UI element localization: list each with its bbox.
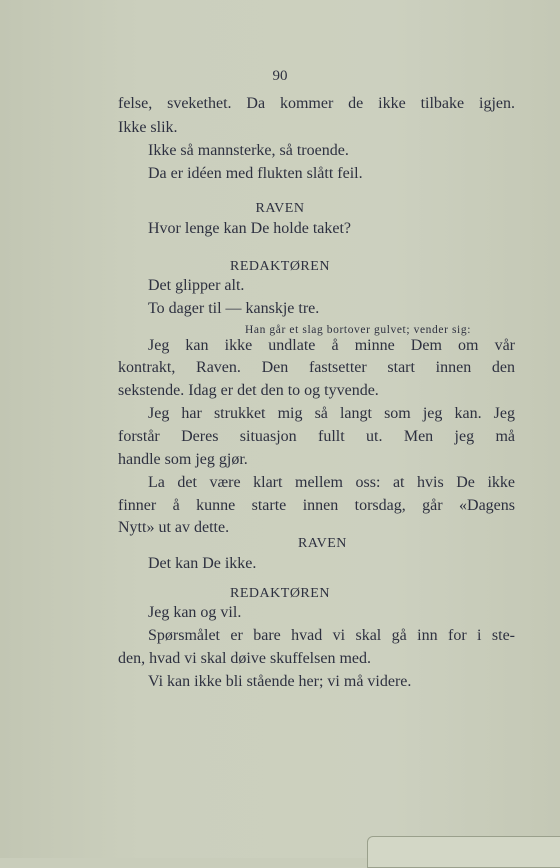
stage-direction: Han går et slag bortover gulvet; vender sig: [245,324,471,336]
text-line: Spørsmålet er bare hvad vi skal gå inn for i ste- [148,627,515,644]
speaker-name: RAVEN [255,201,305,216]
page-number: 90 [272,68,288,84]
text-line: felse, svekethet. Da kommer de ikke tilbake igjen. [118,95,515,112]
speaker-name: REDAKTØREN [230,259,330,274]
text-line: Jeg kan og vil. [148,604,242,621]
text-line: Vi kan ikke bli stående her; vi må videre. [148,673,412,690]
page-edge-tab [367,836,560,868]
text-line: finner å kunne starte innen torsdag, går «Dagens [118,497,515,514]
text-line: Ikke så mannsterke, så troende. [148,142,349,159]
text-line: kontrakt, Raven. Den fastsetter start innen den [118,359,515,376]
text-line: Hvor lenge kan De holde taket? [148,220,352,237]
text-line: Ikke slik. [118,119,178,136]
text-line: Jeg har strukket mig så langt som jeg kan. Jeg [148,405,515,422]
speaker-name: RAVEN [298,536,347,551]
text-line: forstår Deres situasjon fullt ut. Men jeg må [118,428,515,445]
text-line: Det kan De ikke. [148,555,257,572]
text-line: sekstende. Idag er det den to og tyvende. [118,382,379,399]
text-line: To dager til — kanskje tre. [148,300,320,317]
text-line: den, hvad vi skal døive skuffelsen med. [118,650,371,667]
text-line: La det være klart mellem oss: at hvis De ikke [148,474,515,491]
text-line: Det glipper alt. [148,277,245,294]
text-line: Da er idéen med flukten slått feil. [148,165,363,182]
speaker-name: REDAKTØREN [230,586,330,601]
text-line: Nytt» ut av dette. [118,519,230,536]
text-line: handle som jeg gjør. [118,451,248,468]
text-line: Jeg kan ikke undlate å minne Dem om vår [148,337,515,354]
